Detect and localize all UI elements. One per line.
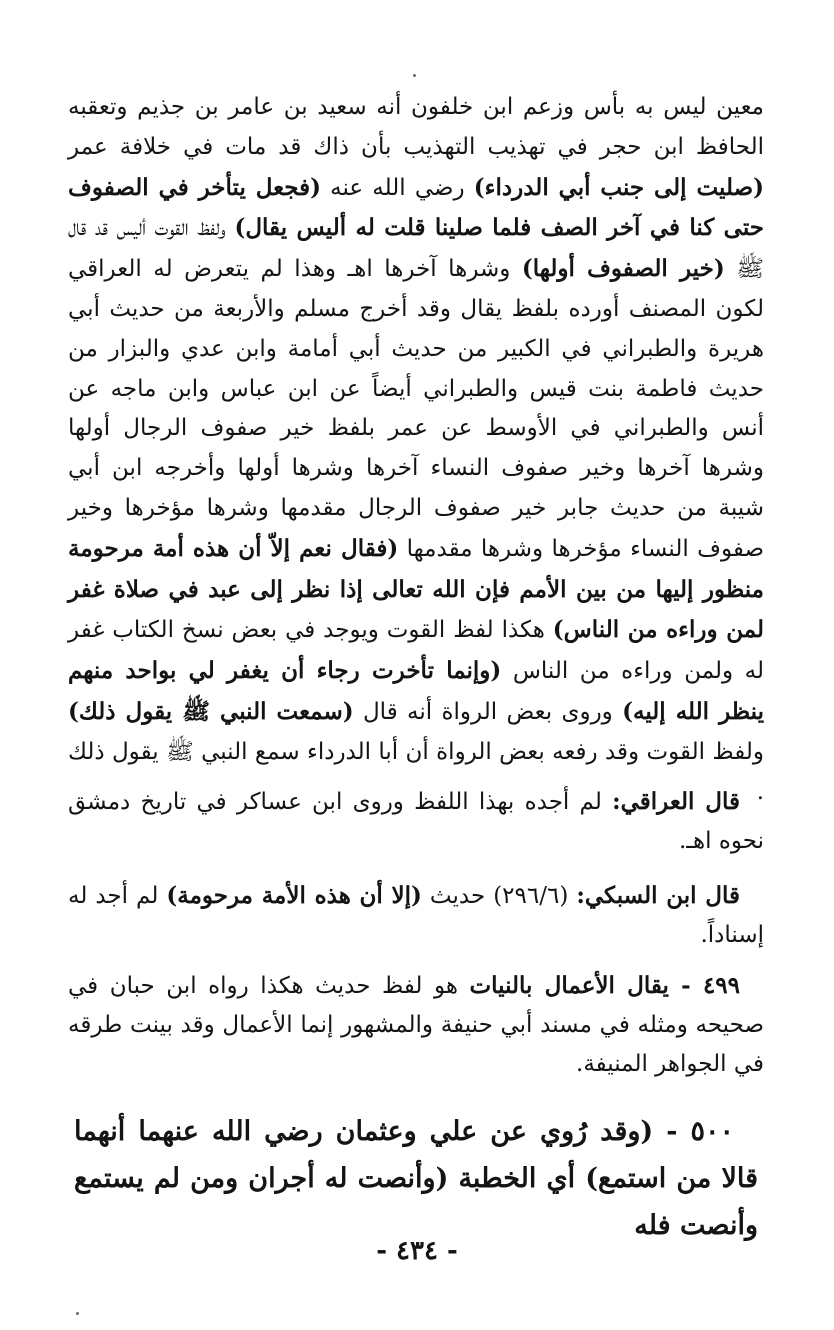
entry-500 [74,1108,758,1249]
body-text-5: هكذا لفظ القوت ويوجد في بعض نسخ الكتاب غفر له ولمن وراءه من الناس [68,617,764,685]
entry-500-text: (وقد رُوي عن علي وعثمان رضي الله عنهما أنهما قالا من استمع) أي الخطبة (وأنصت له أجران ومن لم يستمع وأنصت فله [74,1116,758,1241]
entry-499 [68,966,764,1084]
note-iraqi-text: لم أجده بهذا اللفظ وروى ابن عساكر في تاريخ دمشق نحوه اهـ. [68,789,764,854]
entry-499-text: هو لفظ حديث هكذا رواه ابن حبان في صحيحه ومثله في مسند أبي حنيفة والمشهور إنما الأعمال وقد بينت طرقه في الجواهر المنيفة. [68,973,764,1077]
note-subki [68,876,764,955]
entry-499-number: ٤٩٩ - [681,972,740,999]
note-subki-label: قال ابن السبكي: [576,882,740,909]
note-subki-quote: (إلا أن هذه الأمة مرحومة) [166,882,422,909]
quote-2: (فجعل يتأخر في الصفوف حتى كنا في آخر الصف فلما صلينا قلت له أليس يقال) [68,173,764,242]
note-subki-text-b: لم أجد له إسناداً. [68,883,764,948]
main-body-paragraph [68,88,764,812]
body-text-3: ولفظ القوت أليس قد قال ﷺ [68,215,764,283]
quote-3: (خير الصفوف أولها) [521,255,725,283]
body-text-7: ولفظ القوت وقد رفعه بعض الرواة أن أبا الدرداء سمع النبي ﷺ يقول ذلك . [68,738,764,805]
entry-499-heading: يقال الأعمال بالنيات [469,972,682,999]
body-text-6: وروى بعض الرواة أنه قال [353,698,623,725]
scan-speck [76,1312,79,1315]
entry-500-number: ٥٠٠ - [666,1116,735,1147]
quote-6: (سمعت النبي ﷺ يقول ذلك) [68,697,354,725]
scan-speck [413,74,416,77]
note-iraqi-label: قال العراقي: [612,788,740,815]
quote-5: (وإنما تأخرت رجاء أن يغفر لي بواحد منهم ينظر الله إليه) [68,657,764,725]
body-text-4: وشرها آخرها اهـ وهذا لم يتعرض له العراقي لكون المصنف أورده بلفظ يقال وقد أخرج مسلم والأربعة من حديث أبي هريرة والطبراني في الكبير من حديث أبي أمامة وابن عدي والبزار من حديث فاطمة بنت قيس والطبراني أيضاً عن ابن عباس وابن ماجه عن أنس والطبراني في الأوسط عن عمر بلفظ خير صفوف الرجال أولها وشرها آخرها وخير صفوف النساء آخرها وشرها أولها وأخرجه ابن أبي شيبة من حديث جابر خير صفوف الرجال مقدمها وشرها مؤخرها وخير صفوف النساء مؤخرها وشرها مقدمها [68,256,764,562]
body-text-2: رضي الله عنه [320,174,474,201]
page-number: - ٤٣٤ - [376,1236,458,1266]
quote-1: (صليت إلى جنب أبي الدرداء) [473,173,764,201]
quote-4: (فقال نعم إلاّ أن هذه أمة مرحومة منظور إليها من بين الأمم فإن الله تعالى إذا نظر إلى عبد في صلاة غفر لمن وراءه من الناس) [68,534,765,644]
body-text-1: معين ليس به بأس وزعم ابن خلفون أنه سعيد بن عامر بن جذيم وتعقبه الحافظ ابن حجر في تهذيب التهذيب بأن ذاك قد مات في خلافة عمر [68,94,764,160]
note-subki-text-a: (٢٩٦/٦) حديث [421,883,577,909]
note-iraqi [68,782,764,861]
